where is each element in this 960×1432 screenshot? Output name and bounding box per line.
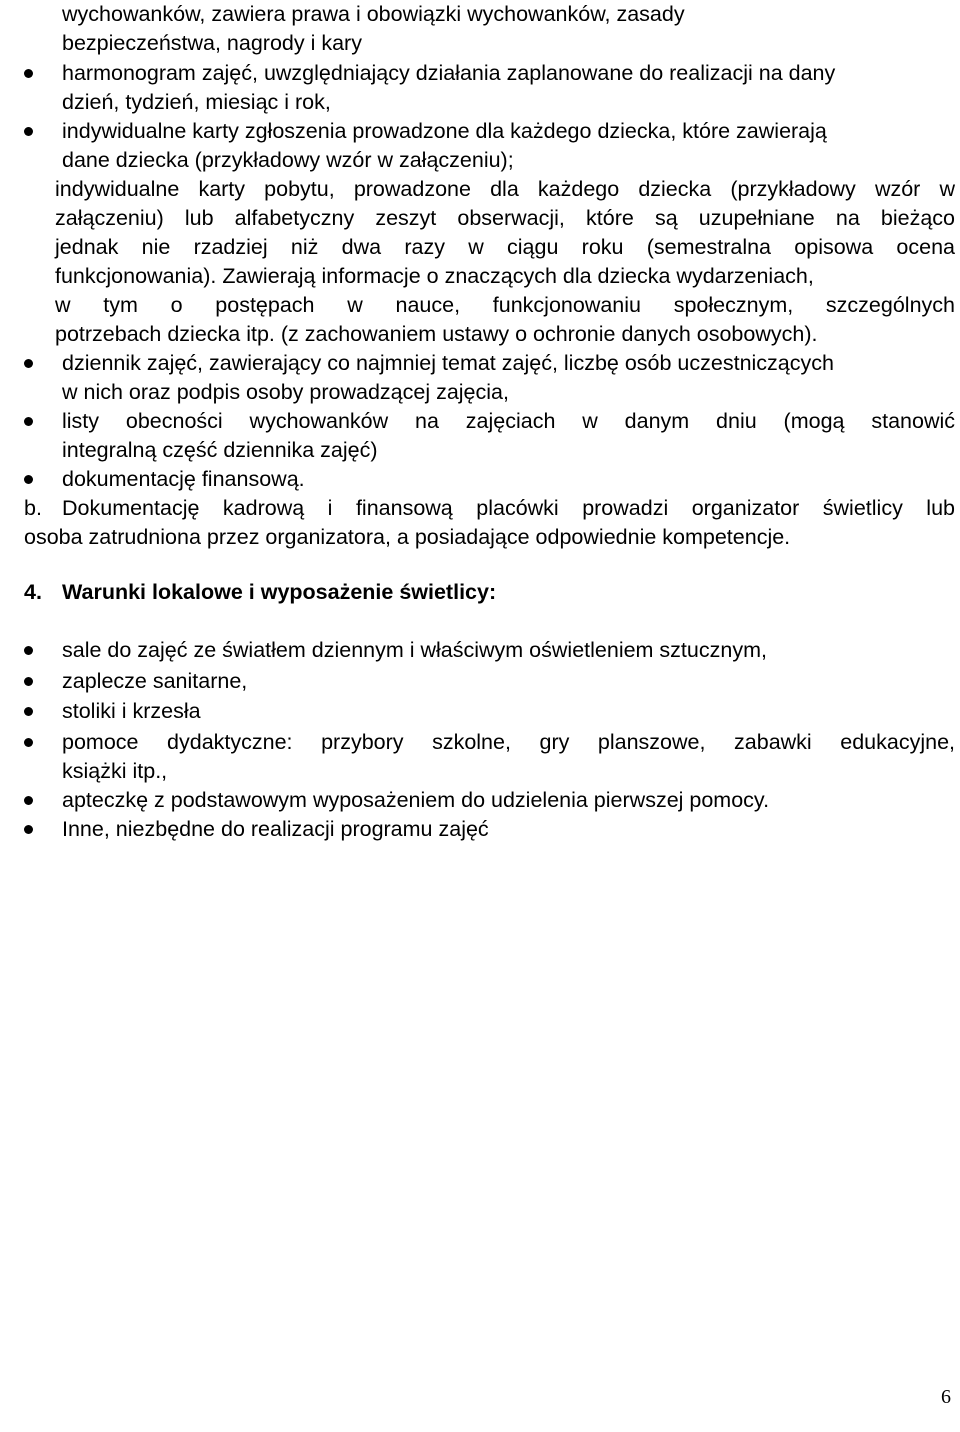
list-item-line: stoliki i krzesła bbox=[62, 699, 201, 723]
list-item-line: jednak nie rzadziej niż dwa razy w ciągu roku (semestralna opisowa ocena bbox=[55, 235, 955, 259]
bullet-icon bbox=[24, 475, 33, 484]
list-item-line: w tym o postępach w nauce, funkcjonowaniu społecznym, szczególnych bbox=[55, 293, 955, 317]
list-item-line: funkcjonowania). Zawierają informacje o znaczących dla dziecka wydarzeniach, bbox=[55, 264, 814, 288]
section-title: Warunki lokalowe i wyposażenie świetlicy: bbox=[62, 580, 497, 604]
bullet-icon bbox=[24, 69, 33, 78]
list-item-line: książki itp., bbox=[62, 759, 168, 783]
list-item-line: indywidualne karty zgłoszenia prowadzone dla każdego dziecka, które zawierają bbox=[62, 119, 827, 143]
intro-line: bezpieczeństwa, nagrody i kary bbox=[62, 31, 362, 55]
intro-line: wychowanków, zawiera prawa i obowiązki wychowanków, zasady bbox=[62, 2, 685, 26]
section-number: 4. bbox=[24, 580, 42, 604]
point-b-text: osoba zatrudniona przez organizatora, a posiadające odpowiednie kompetencje. bbox=[24, 525, 791, 549]
list-item-line: sale do zajęć ze światłem dziennym i właściwym oświetleniem sztucznym, bbox=[62, 638, 767, 662]
bullet-icon bbox=[24, 707, 33, 716]
point-b-text: Dokumentację kadrową i finansową placówki prowadzi organizator świetlicy lub bbox=[62, 496, 955, 520]
list-item-line: listy obecności wychowanków na zajęciach w danym dniu (mogą stanowić bbox=[62, 409, 955, 433]
bullet-icon bbox=[24, 359, 33, 368]
list-item-line: indywidualne karty pobytu, prowadzone dla każdego dziecka (przykładowy wzór w bbox=[55, 177, 955, 201]
bullet-icon bbox=[24, 825, 33, 834]
bullet-icon bbox=[24, 677, 33, 686]
list-item-line: dziennik zajęć, zawierający co najmniej temat zajęć, liczbę osób uczestniczących bbox=[62, 351, 834, 375]
list-item-line: potrzebach dziecka itp. (z zachowaniem ustawy o ochronie danych osobowych). bbox=[55, 322, 818, 346]
list-item-line: dokumentację finansową. bbox=[62, 467, 305, 491]
list-item-line: dane dziecka (przykładowy wzór w załączeniu); bbox=[62, 148, 514, 172]
list-item-line: apteczkę z podstawowym wyposażeniem do udzielenia pierwszej pomocy. bbox=[62, 788, 770, 812]
bullet-icon bbox=[24, 738, 33, 747]
list-item-line: dzień, tydzień, miesiąc i rok, bbox=[62, 90, 331, 114]
list-item-line: harmonogram zajęć, uwzględniający działania zaplanowane do realizacji na dany bbox=[62, 61, 836, 85]
bullet-icon bbox=[24, 127, 33, 136]
list-item-line: w nich oraz podpis osoby prowadzącej zajęcia, bbox=[62, 380, 509, 404]
list-item-line: integralną część dziennika zajęć) bbox=[62, 438, 378, 462]
list-item-line: Inne, niezbędne do realizacji programu zajęć bbox=[62, 817, 489, 841]
list-item-line: zaplecze sanitarne, bbox=[62, 669, 248, 693]
page-number: 6 bbox=[941, 1386, 951, 1408]
list-item-line: załączeniu) lub alfabetyczny zeszyt obserwacji, które są uzupełniane na bieżąco bbox=[55, 206, 955, 230]
bullet-icon bbox=[24, 796, 33, 805]
list-item-line: pomoce dydaktyczne: przybory szkolne, gry planszowe, zabawki edukacyjne, bbox=[62, 730, 955, 754]
bullet-icon bbox=[24, 417, 33, 426]
bullet-icon bbox=[24, 646, 33, 655]
point-b-marker: b. bbox=[24, 496, 42, 520]
